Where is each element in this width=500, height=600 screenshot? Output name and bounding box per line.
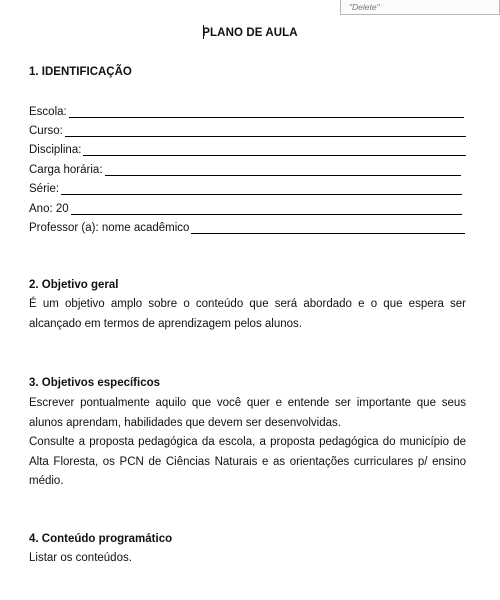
field-professor[interactable]	[29, 220, 465, 236]
field-label: Carga horária:	[29, 164, 103, 176]
blank-line	[61, 182, 462, 195]
field-serie[interactable]	[29, 181, 462, 197]
field-curso[interactable]	[29, 123, 466, 139]
blank-line	[191, 221, 465, 234]
section-heading-identificacao: 1. IDENTIFICAÇÃO	[29, 66, 132, 78]
comment-text: "Delete"	[349, 2, 380, 12]
field-label: Escola:	[29, 106, 67, 118]
comment-balloon[interactable]	[340, 0, 500, 15]
blank-line	[65, 124, 466, 137]
field-escola[interactable]	[29, 104, 464, 120]
field-label: Curso:	[29, 125, 63, 137]
field-carga-horaria[interactable]	[29, 162, 461, 178]
objetivos-especificos-p1: Escrever pontualmente aquilo que você quer e entende ser importante que seus alunos aprendam, habilidades que devem ser desenvolvidas.	[29, 397, 466, 429]
field-label: Disciplina:	[29, 144, 82, 156]
section-heading-conteudo-programatico: 4. Conteúdo programático	[29, 533, 173, 545]
field-disciplina[interactable]	[29, 142, 466, 158]
field-label: Ano: 20	[29, 203, 69, 215]
blank-line	[71, 202, 462, 215]
objetivo-geral-text: É um objetivo amplo sobre o conteúdo que será abordado e o que espera ser alcançado em termos de aprendizagem pelos alunos.	[29, 298, 466, 330]
blank-line	[69, 105, 464, 118]
conteudo-programatico-text: Listar os conteúdos.	[29, 552, 132, 564]
objetivos-especificos-p2: Consulte a proposta pedagógica da escola, a proposta pedagógica do município de Alta Floresta, os PCN de Ciências Naturais e as orientações curriculares p/ ensino médio.	[29, 436, 466, 487]
field-ano[interactable]	[29, 201, 462, 217]
section-heading-objetivos-especificos: 3. Objetivos específicos	[29, 377, 161, 389]
field-label: Série:	[29, 183, 60, 195]
blank-line	[83, 143, 466, 156]
page-title: PLANO DE AULA	[202, 27, 298, 39]
field-label: Professor (a): nome acadêmico	[29, 222, 190, 234]
blank-line	[105, 163, 461, 176]
section-heading-objetivo-geral: 2. Objetivo geral	[29, 279, 119, 291]
